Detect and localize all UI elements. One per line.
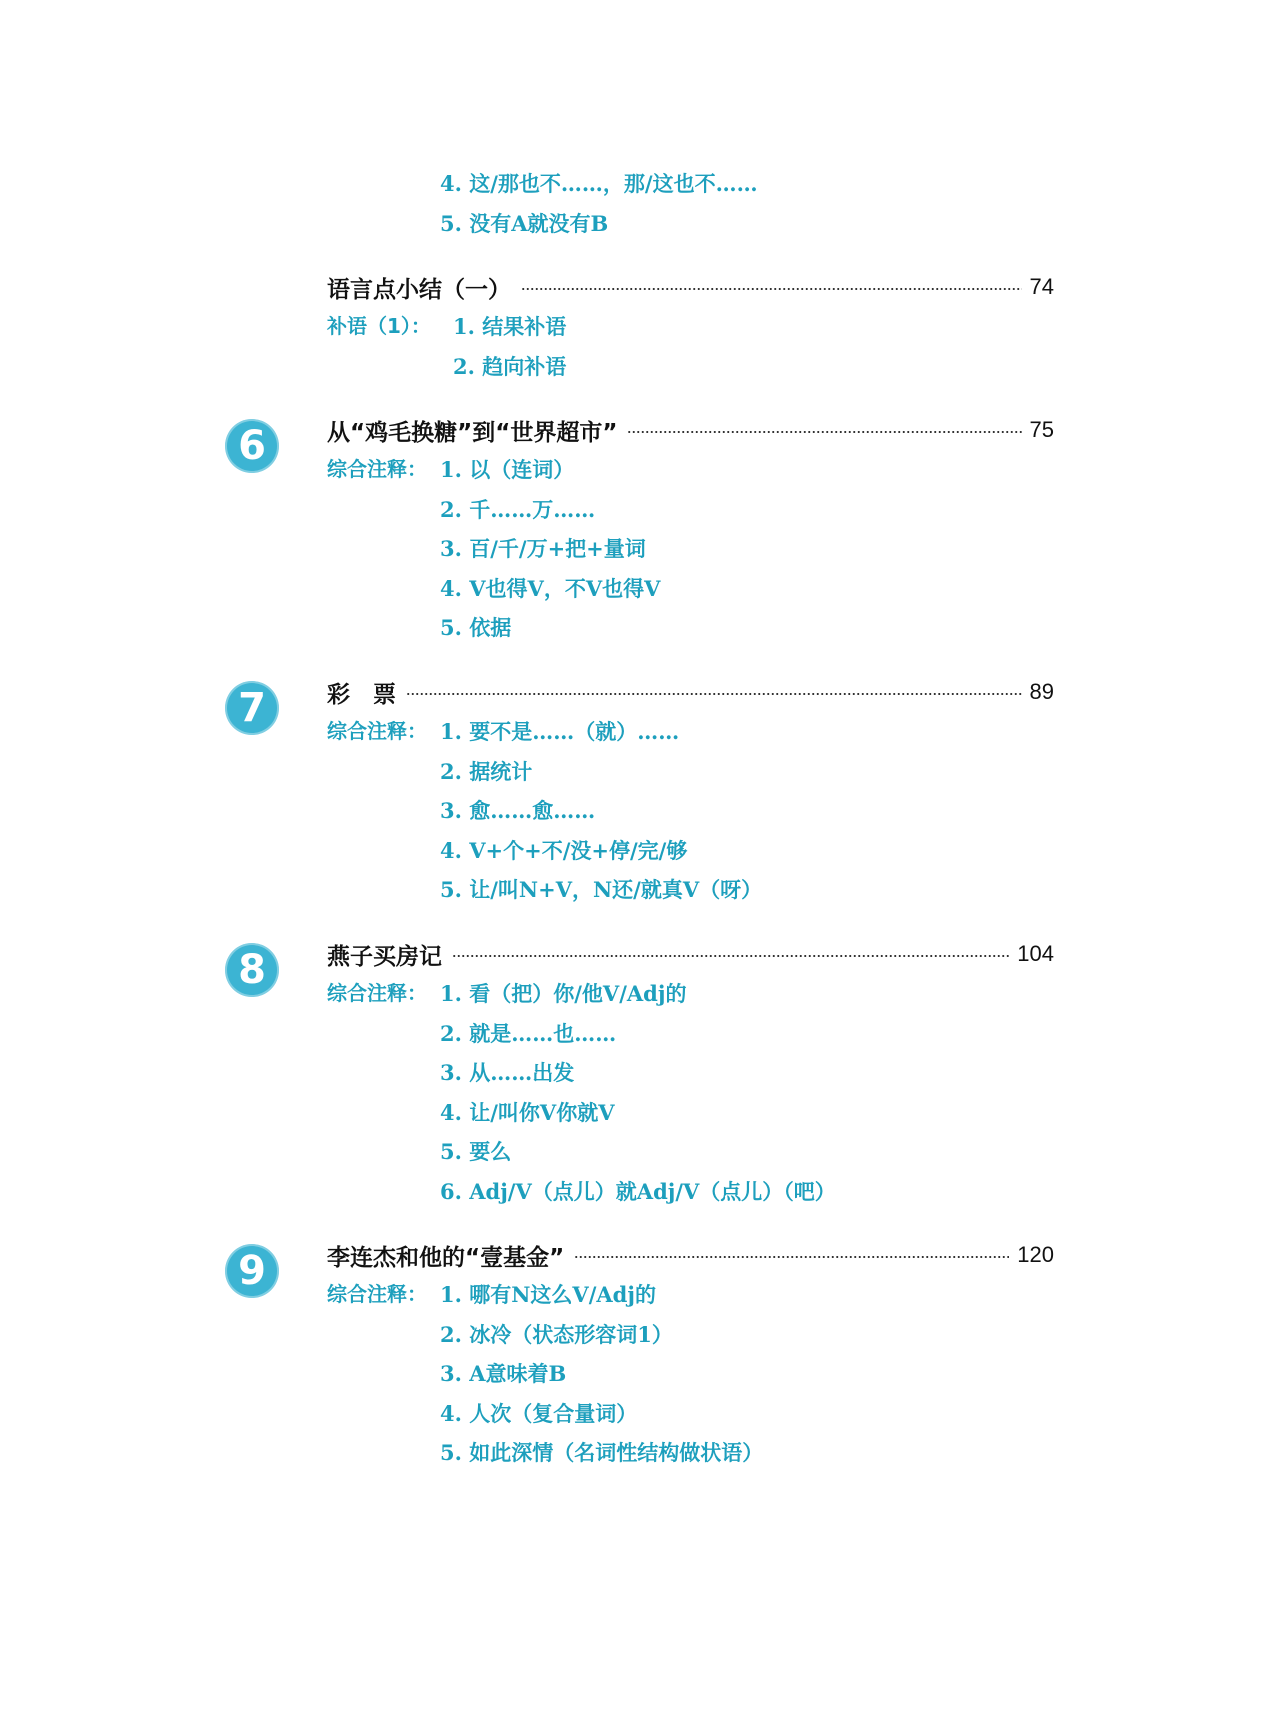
notes-label: 综合注释： xyxy=(327,1282,427,1306)
note-item: 4. 让/叫你V你就V xyxy=(440,1099,615,1125)
dotted-leader xyxy=(574,1255,1009,1259)
lesson-notes xyxy=(327,712,1276,910)
notes-list xyxy=(453,307,566,386)
toc-heading-row xyxy=(327,1235,1054,1275)
toc-lesson-8 xyxy=(0,934,1276,1212)
lesson-title: 李连杰和他的“壹基金” xyxy=(327,1244,565,1271)
toc-lesson-7 xyxy=(0,672,1276,910)
note-item: 2. 据统计 xyxy=(440,758,533,784)
note-item: 2. 冰冷（状态形容词1） xyxy=(440,1321,673,1347)
page-number: 75 xyxy=(1029,417,1054,442)
page-number: 74 xyxy=(1029,274,1054,299)
lesson-title: 从“鸡毛换糖”到“世界超市” xyxy=(327,419,618,446)
note-item: 1. 看（把）你/他V/Adj的 xyxy=(440,981,687,1006)
note-item: 2. 趋向补语 xyxy=(453,353,567,379)
page-number: 120 xyxy=(1017,1242,1054,1267)
summary-notes xyxy=(327,307,1276,386)
note-item: 2. 就是……也…… xyxy=(440,1020,617,1046)
lesson-notes xyxy=(327,450,1276,648)
lesson-number-badge: 9 xyxy=(225,1244,279,1298)
note-item: 2. 千……万…… xyxy=(440,496,596,522)
note-item: 1. 结果补语 xyxy=(453,314,567,339)
notes-list xyxy=(440,974,836,1212)
toc-heading-row xyxy=(327,672,1054,712)
lesson-title: 燕子买房记 xyxy=(327,943,442,970)
lesson-number-badge: 8 xyxy=(225,943,279,997)
notes-list xyxy=(440,1275,763,1473)
note-item: 3. 百/千/万+把+量词 xyxy=(440,536,646,562)
note-item: 5. 让/叫N+V，N还/就真V（呀） xyxy=(440,877,763,903)
note-item: 1. 以（连词） xyxy=(440,457,575,482)
toc-heading-row xyxy=(327,410,1054,450)
note-item: 4. V也得V，不V也得V xyxy=(440,575,661,601)
note-item: 1. 哪有N这么V/Adj的 xyxy=(440,1282,656,1307)
notes-label: 补语（1）： xyxy=(327,314,431,338)
dotted-leader xyxy=(521,287,1022,291)
lesson-notes xyxy=(327,974,1276,1212)
note-item: 4. V+个+不/没+停/完/够 xyxy=(440,837,688,863)
summary-title: 语言点小结（一） xyxy=(327,276,511,303)
lesson-number-badge: 7 xyxy=(225,681,279,735)
lesson-notes xyxy=(327,1275,1276,1473)
notes-list xyxy=(440,712,762,910)
toc-continued-section xyxy=(0,164,1276,243)
note-item: 5. 没有A就没有B xyxy=(440,210,609,236)
note-item: 4. 人次（复合量词） xyxy=(440,1400,638,1426)
note-item: 5. 如此深情（名词性结构做状语） xyxy=(440,1440,764,1466)
notes-label: 综合注释： xyxy=(327,457,427,481)
note-item: 5. 依据 xyxy=(440,615,512,641)
toc-lesson-9 xyxy=(0,1235,1276,1473)
dotted-leader xyxy=(627,430,1021,434)
notes-label: 综合注释： xyxy=(327,719,427,743)
toc-summary-section xyxy=(0,267,1276,386)
note-item: 1. 要不是……（就）…… xyxy=(440,719,680,744)
note-item: 3. 从……出发 xyxy=(440,1060,575,1086)
dotted-leader xyxy=(406,692,1022,696)
note-item: 3. A意味着B xyxy=(440,1361,567,1387)
note-item: 6. Adj/V（点儿）就Adj/V（点儿）（吧） xyxy=(440,1178,836,1204)
note-item: 4. 这/那也不……，那/这也不…… xyxy=(440,171,758,196)
page-number: 104 xyxy=(1017,941,1054,966)
toc-heading-row xyxy=(327,267,1054,307)
dotted-leader xyxy=(452,954,1009,958)
note-item: 5. 要么 xyxy=(440,1139,512,1165)
toc-heading-row xyxy=(327,934,1054,974)
toc-lesson-6 xyxy=(0,410,1276,648)
lesson-title: 彩 票 xyxy=(327,681,396,708)
notes-list xyxy=(440,450,660,648)
continued-item-list xyxy=(440,164,1276,243)
notes-label: 综合注释： xyxy=(327,981,427,1005)
page-number: 89 xyxy=(1029,679,1054,704)
lesson-number-badge: 6 xyxy=(225,419,279,473)
note-item: 3. 愈……愈…… xyxy=(440,798,596,824)
